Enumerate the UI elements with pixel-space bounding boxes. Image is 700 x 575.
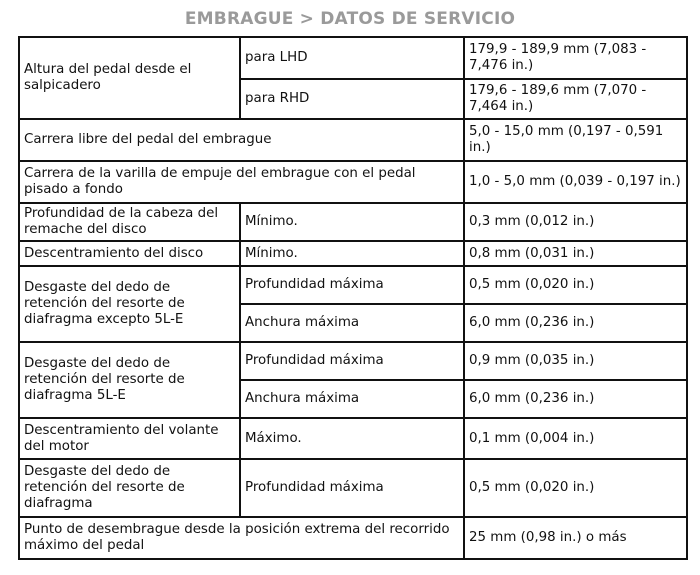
row-condition: Profundidad máxima: [240, 266, 464, 304]
row-condition: para RHD: [240, 79, 464, 119]
row-condition: Anchura máxima: [240, 304, 464, 342]
row-value: 0,5 mm (0,020 in.): [464, 266, 687, 304]
row-label: Profundidad de la cabeza del remache del disco: [19, 203, 240, 241]
row-condition: Mínimo.: [240, 203, 464, 241]
row-label: Descentramiento del volante del motor: [19, 418, 240, 459]
row-condition: para LHD: [240, 37, 464, 79]
row-value: 0,1 mm (0,004 in.): [464, 418, 687, 459]
row-label: Desgaste del dedo de retención del resorte de diafragma: [19, 459, 240, 517]
row-condition: Máximo.: [240, 418, 464, 459]
row-condition: Profundidad máxima: [240, 342, 464, 380]
row-value: 0,3 mm (0,012 in.): [464, 203, 687, 241]
row-condition: Mínimo.: [240, 241, 464, 266]
row-value: 6,0 mm (0,236 in.): [464, 304, 687, 342]
page-title: EMBRAGUE > DATOS DE SERVICIO: [184, 9, 516, 29]
row-label: Carrera de la varilla de empuje del embrague con el pedal pisado a fondo: [19, 161, 464, 203]
table-row: [19, 241, 687, 266]
service-data-table: [18, 36, 688, 560]
table-row: [19, 119, 687, 161]
row-condition: Profundidad máxima: [240, 459, 464, 517]
row-label: Altura del pedal desde el salpicadero: [19, 37, 240, 119]
row-label: Desgaste del dedo de retención del resorte de diafragma excepto 5L-E: [19, 266, 240, 342]
table-row: [19, 459, 687, 517]
row-value: 5,0 - 15,0 mm (0,197 - 0,591 in.): [464, 119, 687, 161]
row-value: 0,5 mm (0,020 in.): [464, 459, 687, 517]
row-value: 0,9 mm (0,035 in.): [464, 342, 687, 380]
row-value: 6,0 mm (0,236 in.): [464, 380, 687, 418]
table-row: [19, 161, 687, 203]
row-label: Carrera libre del pedal del embrague: [19, 119, 464, 161]
row-label: Punto de desembrague desde la posición extrema del recorrido máximo del pedal: [19, 517, 464, 559]
row-value: 0,8 mm (0,031 in.): [464, 241, 687, 266]
table-row: [19, 266, 687, 304]
row-value: 179,9 - 189,9 mm (7,083 - 7,476 in.): [464, 37, 687, 79]
table-row: [19, 517, 687, 559]
table-row: [19, 342, 687, 380]
row-label: Desgaste del dedo de retención del resorte de diafragma 5L-E: [19, 342, 240, 418]
row-value: 1,0 - 5,0 mm (0,039 - 0,197 in.): [464, 161, 687, 203]
row-label: Descentramiento del disco: [19, 241, 240, 266]
row-value: 25 mm (0,98 in.) o más: [464, 517, 687, 559]
row-condition: Anchura máxima: [240, 380, 464, 418]
row-value: 179,6 - 189,6 mm (7,070 - 7,464 in.): [464, 79, 687, 119]
table-row: [19, 37, 687, 79]
table-row: [19, 418, 687, 459]
table-row: [19, 203, 687, 241]
